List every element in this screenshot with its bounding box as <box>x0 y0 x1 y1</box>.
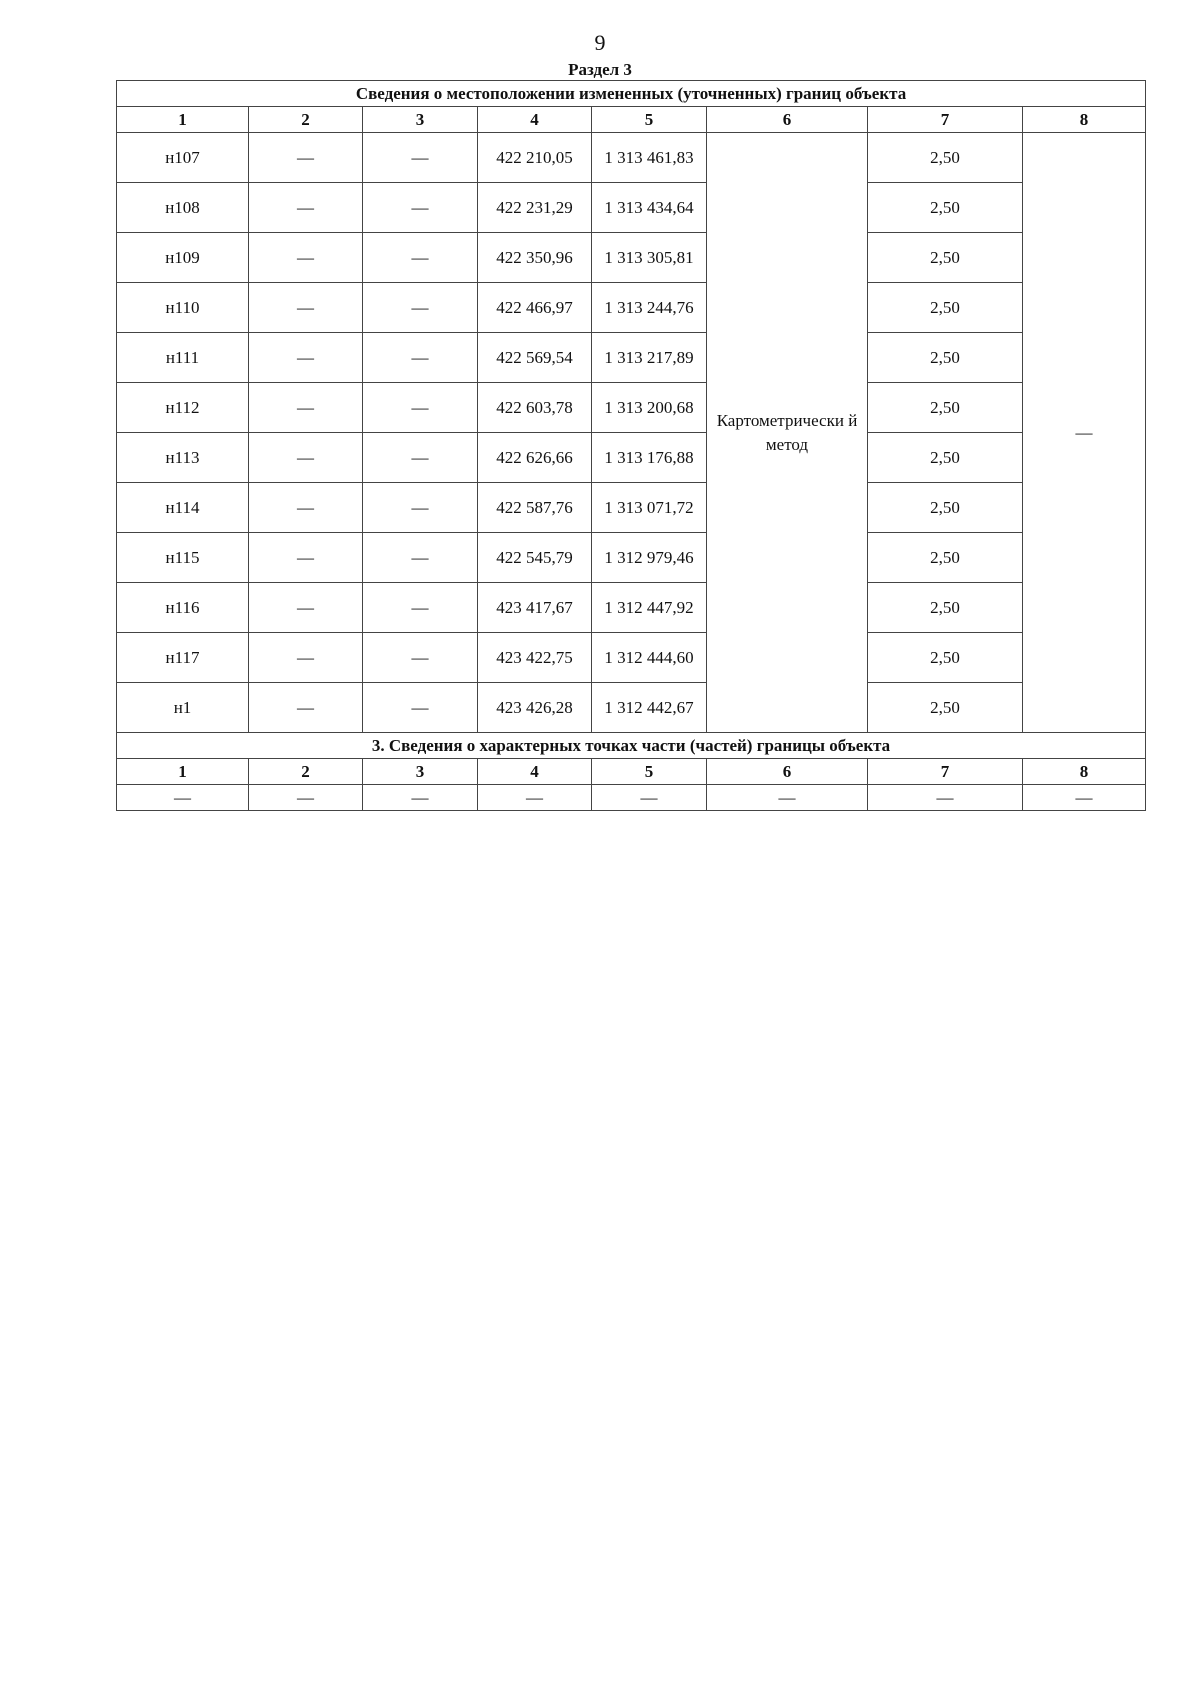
x-coordinate-cell: 422 587,76 <box>478 483 592 533</box>
point-cell: н109 <box>117 233 249 283</box>
point-cell: н113 <box>117 433 249 483</box>
column3-cell: — <box>363 433 478 483</box>
point-cell: н117 <box>117 633 249 683</box>
y-coordinate-cell: 1 312 444,60 <box>592 633 707 683</box>
parts-table-row <box>117 785 1146 811</box>
x-coordinate-cell: 422 350,96 <box>478 233 592 283</box>
empty-cell: — <box>478 785 592 811</box>
point-cell: н111 <box>117 333 249 383</box>
column-header: 4 <box>478 759 592 785</box>
column3-cell: — <box>363 683 478 733</box>
table-row <box>117 133 1146 183</box>
column-header: 7 <box>868 759 1023 785</box>
column2-cell: — <box>249 283 363 333</box>
column-header: 6 <box>707 759 868 785</box>
precision-cell: 2,50 <box>868 233 1023 283</box>
x-coordinate-cell: 422 603,78 <box>478 383 592 433</box>
x-coordinate-cell: 422 231,29 <box>478 183 592 233</box>
table-row <box>117 233 1146 283</box>
x-coordinate-cell: 422 569,54 <box>478 333 592 383</box>
empty-cell: — <box>868 785 1023 811</box>
parts-header-row <box>117 759 1146 785</box>
column3-cell: — <box>363 483 478 533</box>
parts-table-title: 3. Сведения о характерных точках части (частей) границы объекта <box>117 733 1146 759</box>
column2-cell: — <box>249 433 363 483</box>
page-number: 9 <box>594 30 606 55</box>
column-header: 8 <box>1023 759 1146 785</box>
column3-cell: — <box>363 383 478 433</box>
point-cell: н110 <box>117 283 249 333</box>
column-header: 4 <box>478 107 592 133</box>
x-coordinate-cell: 422 626,66 <box>478 433 592 483</box>
column2-cell: — <box>249 133 363 183</box>
column3-cell: — <box>363 133 478 183</box>
column-header: 8 <box>1023 107 1146 133</box>
empty-cell: — <box>1023 785 1146 811</box>
y-coordinate-cell: 1 312 442,67 <box>592 683 707 733</box>
point-cell: н116 <box>117 583 249 633</box>
column3-cell: — <box>363 583 478 633</box>
y-coordinate-cell: 1 313 434,64 <box>592 183 707 233</box>
table-row <box>117 683 1146 733</box>
column3-cell: — <box>363 633 478 683</box>
precision-cell: 2,50 <box>868 383 1023 433</box>
table-row <box>117 483 1146 533</box>
empty-cell: — <box>592 785 707 811</box>
table-title: Сведения о местоположении измененных (уточненных) границ объекта <box>117 81 1146 107</box>
table-row <box>117 383 1146 433</box>
table-row <box>117 333 1146 383</box>
precision-cell: 2,50 <box>868 633 1023 683</box>
table-row <box>117 283 1146 333</box>
column2-cell: — <box>249 183 363 233</box>
column3-cell: — <box>363 333 478 383</box>
precision-cell: 2,50 <box>868 283 1023 333</box>
column2-cell: — <box>249 483 363 533</box>
empty-cell: — <box>707 785 868 811</box>
column2-cell: — <box>249 583 363 633</box>
precision-cell: 2,50 <box>868 133 1023 183</box>
y-coordinate-cell: 1 313 244,76 <box>592 283 707 333</box>
column-header: 2 <box>249 759 363 785</box>
empty-cell: — <box>117 785 249 811</box>
table-row <box>117 533 1146 583</box>
empty-cell: — <box>249 785 363 811</box>
column3-cell: — <box>363 183 478 233</box>
method-cell: Картометрически й метод <box>707 133 868 733</box>
header-row <box>117 107 1146 133</box>
column8-cell: — <box>1023 133 1146 733</box>
x-coordinate-cell: 422 210,05 <box>478 133 592 183</box>
column-header: 2 <box>249 107 363 133</box>
column-header: 5 <box>592 759 707 785</box>
y-coordinate-cell: 1 313 461,83 <box>592 133 707 183</box>
point-cell: н107 <box>117 133 249 183</box>
point-cell: н1 <box>117 683 249 733</box>
table-row <box>117 433 1146 483</box>
precision-cell: 2,50 <box>868 533 1023 583</box>
x-coordinate-cell: 423 426,28 <box>478 683 592 733</box>
y-coordinate-cell: 1 313 176,88 <box>592 433 707 483</box>
column2-cell: — <box>249 383 363 433</box>
column2-cell: — <box>249 633 363 683</box>
empty-cell: — <box>363 785 478 811</box>
precision-cell: 2,50 <box>868 483 1023 533</box>
y-coordinate-cell: 1 313 217,89 <box>592 333 707 383</box>
precision-cell: 2,50 <box>868 183 1023 233</box>
column-header: 1 <box>117 107 249 133</box>
point-cell: н112 <box>117 383 249 433</box>
column-header: 6 <box>707 107 868 133</box>
column-header: 3 <box>363 107 478 133</box>
y-coordinate-cell: 1 312 447,92 <box>592 583 707 633</box>
x-coordinate-cell: 423 422,75 <box>478 633 592 683</box>
point-cell: н115 <box>117 533 249 583</box>
table-row <box>117 633 1146 683</box>
column3-cell: — <box>363 533 478 583</box>
column3-cell: — <box>363 283 478 333</box>
column-header: 3 <box>363 759 478 785</box>
section-title: Раздел 3 <box>568 60 632 79</box>
table-row <box>117 183 1146 233</box>
x-coordinate-cell: 423 417,67 <box>478 583 592 633</box>
precision-cell: 2,50 <box>868 333 1023 383</box>
column-header: 7 <box>868 107 1023 133</box>
y-coordinate-cell: 1 313 305,81 <box>592 233 707 283</box>
precision-cell: 2,50 <box>868 683 1023 733</box>
x-coordinate-cell: 422 545,79 <box>478 533 592 583</box>
boundary-table <box>116 80 1146 811</box>
x-coordinate-cell: 422 466,97 <box>478 283 592 333</box>
y-coordinate-cell: 1 312 979,46 <box>592 533 707 583</box>
point-cell: н114 <box>117 483 249 533</box>
point-cell: н108 <box>117 183 249 233</box>
column3-cell: — <box>363 233 478 283</box>
column2-cell: — <box>249 333 363 383</box>
y-coordinate-cell: 1 313 200,68 <box>592 383 707 433</box>
column2-cell: — <box>249 533 363 583</box>
precision-cell: 2,50 <box>868 433 1023 483</box>
y-coordinate-cell: 1 313 071,72 <box>592 483 707 533</box>
precision-cell: 2,50 <box>868 583 1023 633</box>
column2-cell: — <box>249 683 363 733</box>
table-row <box>117 583 1146 633</box>
column2-cell: — <box>249 233 363 283</box>
column-header: 1 <box>117 759 249 785</box>
column-header: 5 <box>592 107 707 133</box>
